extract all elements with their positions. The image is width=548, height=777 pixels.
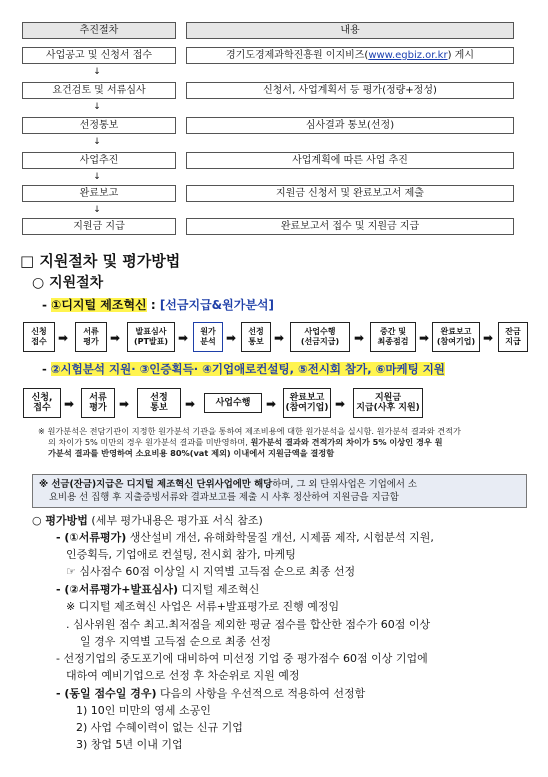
down-arrow-icon: ↓	[93, 67, 101, 77]
eval-item-label: - (②서류평가+발표심사)	[56, 583, 178, 596]
desc-text: ) 게시	[447, 50, 474, 61]
arrow-right-icon: ➡	[266, 397, 277, 411]
arrow-right-icon: ➡	[119, 397, 130, 411]
table-desc-1	[186, 47, 514, 64]
table-step-4: 사업추진	[22, 152, 176, 169]
table-step-5: 완료보고	[22, 185, 176, 202]
eval-item-text: 생산설비 개선, 유해화학물질 개선, 시제품 제작, 시험분석 지원,	[126, 531, 434, 544]
note-line: 의 차이가 5% 미만의 경우 원가분석 결과를 미반영하며,	[48, 437, 251, 447]
eval-item-2-sub2-cont: 일 경우 지역별 고득점 순으로 최종 선정	[80, 635, 271, 648]
note-line-bold: 원가분석 결과와 견적가의 차이가 5% 이상인 경우 원	[250, 437, 443, 447]
flow1-step-pt: 발표심사 (PT발표)	[127, 322, 175, 352]
eval-item-3: - 선정기업의 중도포기에 대비하여 미선정 기업 중 평가점수 60점 이상 기업에	[56, 652, 428, 665]
table-desc-4: 사업계획에 따른 사업 추진	[186, 152, 514, 169]
flow1-step-balance: 잔금 지급	[498, 322, 528, 352]
arrow-right-icon: ➡	[110, 331, 121, 345]
flow1-step-cost-analysis: 원가 분석	[193, 322, 223, 352]
list-item: 2) 사업 수혜이력이 없는 신규 기업	[76, 721, 243, 734]
flow2-step-report: 완료보고 (참여기업)	[283, 388, 331, 418]
eval-item-label: - (①서류평가)	[56, 531, 127, 544]
flow1-step-inspection: 중간 및 최종점검	[370, 322, 416, 352]
arrow-right-icon: ➡	[226, 331, 237, 345]
arrow-right-icon: ➡	[64, 397, 75, 411]
flow2-heading	[42, 361, 445, 377]
table-desc-6: 완료보고서 접수 및 지원금 지급	[186, 218, 514, 235]
flow1-step-report: 완료보고 (참여기업)	[432, 322, 480, 352]
eval-item-text: 다음의 사항을 우선적으로 적용하여 선정함	[156, 687, 366, 700]
eval-item-1	[56, 530, 434, 545]
dash: -	[42, 362, 47, 376]
eval-item-1-sub: ☞ 심사점수 60점 이상일 시 지역별 고득점 순으로 최종 선정	[66, 565, 356, 578]
flow2-step-notice: 선정 통보	[137, 388, 181, 418]
arrow-right-icon: ➡	[354, 331, 365, 345]
table-desc-3: 심사결과 통보(선정)	[186, 117, 514, 134]
eval-heading-note: (세부 평가내용은 평가표 서식 참조)	[87, 514, 263, 527]
section-title: □ 지원절차 및 평가방법	[20, 252, 181, 270]
table-header-step: 추진절차	[22, 22, 176, 39]
eval-heading	[32, 513, 263, 528]
eval-heading-bold: ○ 평가방법	[32, 514, 88, 527]
notice-text	[39, 478, 417, 504]
table-header-content: 내용	[186, 22, 514, 39]
flow1-bracket: [선금지급&원가분석]	[159, 298, 274, 312]
eval-item-2-sub: ※ 디지털 제조혁신 사업은 서류+발표평가로 진행 예정임	[66, 600, 340, 613]
flow1-step-notice: 선정 통보	[241, 322, 271, 352]
table-desc-2: 신청서, 사업계획서 등 평가(정량+정성)	[186, 82, 514, 99]
flow2-title: ②시험분석 지원· ③인증획득· ④기업애로컨설팅, ⑤전시회 참가, ⑥마케팅 지원	[50, 362, 445, 376]
note-line-bold: 가분석 결과를 반영하여 소요비용 80%(vat 제외) 이내에서 지원금액을 결정함	[48, 448, 335, 458]
desc-text: 경기도경제과학진흥원 이지비즈(	[226, 50, 369, 61]
eval-item-label: - (동일 점수일 경우)	[56, 687, 157, 700]
eval-item-3-cont: 대하여 예비기업으로 선정 후 차순위로 지원 예정	[66, 669, 300, 682]
arrow-right-icon: ➡	[483, 331, 494, 345]
table-step-1: 사업공고 및 신청서 접수	[22, 47, 176, 64]
notice-line: 요비용 선 집행 후 지출증빙서류와 결과보고를 제출 시 사후 정산하여 지원금을 지급함	[49, 492, 399, 503]
down-arrow-icon: ↓	[93, 205, 101, 215]
note-line: ※ 원가분석은 전담기관이 지정한 원가분석 기관을 통하여 제조비용에 대한 원가분석을 실시함. 원가분석 결과와 견적가	[38, 426, 461, 436]
flow1-step-apply: 신청 접수	[23, 322, 55, 352]
arrow-right-icon: ➡	[274, 331, 285, 345]
arrow-right-icon: ➡	[419, 331, 430, 345]
arrow-right-icon: ➡	[335, 397, 346, 411]
table-desc-5: 지원금 신청서 및 완료보고서 제출	[186, 185, 514, 202]
flow1-step-doc-review: 서류 평가	[75, 322, 107, 352]
down-arrow-icon: ↓	[93, 172, 101, 182]
table-step-3: 선정통보	[22, 117, 176, 134]
flow1-title: ①디지털 제조혁신	[51, 298, 147, 312]
flow2-step-doc-review: 서류 평가	[81, 388, 115, 418]
eval-item-text: 디지털 제조혁신	[178, 583, 260, 596]
flow2-step-execution: 사업수행	[204, 393, 262, 413]
arrow-right-icon: ➡	[178, 331, 189, 345]
table-step-6: 지원금 지급	[22, 218, 176, 235]
list-item: 1) 10인 미만의 영세 소공인	[76, 704, 211, 717]
colon: :	[146, 298, 160, 312]
notice-line: 하며, 그 외 단위사업은 기업에서 소	[272, 479, 417, 490]
down-arrow-icon: ↓	[93, 102, 101, 112]
note-cost-analysis	[38, 426, 461, 459]
eval-item-4	[56, 686, 365, 701]
arrow-right-icon: ➡	[185, 397, 196, 411]
notice-bold: ※ 선금(잔금)지급은 디지털 제조혁신 단위사업에만 해당	[39, 479, 273, 490]
flow1-step-execution: 사업수행 (선금지급)	[290, 322, 350, 352]
egbiz-link[interactable]: www.egbiz.or.kr	[368, 50, 448, 61]
flow1-heading	[42, 296, 274, 313]
eval-item-2-sub2: . 심사위원 점수 최고.최저점을 제외한 평균 점수를 합산한 점수가 60점 이상	[66, 618, 431, 631]
table-step-2: 요건검토 및 서류심사	[22, 82, 176, 99]
arrow-right-icon: ➡	[58, 331, 69, 345]
flow2-step-apply: 신청, 접수	[23, 388, 61, 418]
eval-item-1-cont: 인증획득, 기업애로 컨설팅, 전시회 참가, 마케팅	[66, 548, 296, 561]
flow2-step-payment: 지원금 지급(사후 지원)	[353, 388, 423, 418]
down-arrow-icon: ↓	[93, 137, 101, 147]
eval-item-2	[56, 582, 259, 597]
dash: -	[42, 298, 47, 312]
notice-box	[32, 474, 527, 508]
subsection-title-procedure: ○ 지원절차	[32, 275, 104, 291]
list-item: 3) 창업 5년 이내 기업	[76, 738, 183, 751]
